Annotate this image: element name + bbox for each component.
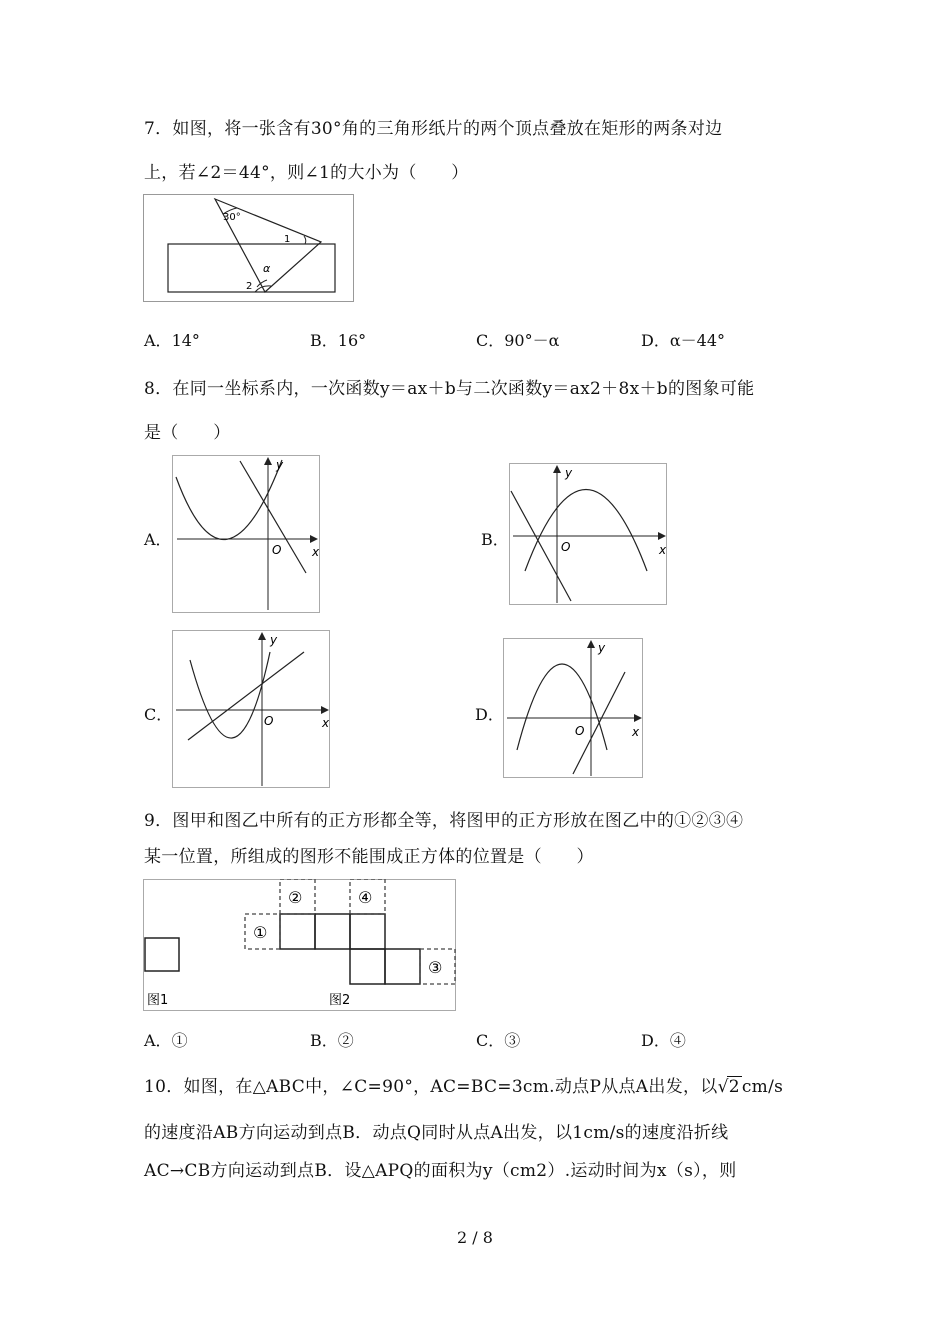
option-letter: B．: [481, 530, 509, 549]
q7-option-b[interactable]: [310, 328, 366, 351]
option-letter: A．: [144, 1031, 172, 1050]
q10-line2: 的速度沿AB方向运动到点B．动点Q同时从点A出发，以1cm/s的速度沿折线: [144, 1123, 729, 1143]
axis-x-label: x: [312, 545, 320, 559]
q8-graph-a: [172, 455, 320, 613]
q7-angle1-label: 1: [284, 234, 291, 245]
option-letter: D．: [641, 1031, 670, 1050]
option-text: ④: [669, 1031, 686, 1050]
q7-option-c[interactable]: [476, 328, 559, 351]
option-letter: B．: [310, 1031, 338, 1050]
axis-y-label: y: [598, 641, 606, 655]
q8-graph-d: [503, 638, 643, 778]
q9-option-c[interactable]: [476, 1028, 520, 1051]
position-4-label: ④: [358, 888, 373, 907]
axis-y-label: y: [270, 633, 278, 647]
option-text: ③: [504, 1031, 521, 1050]
option-letter: B．: [310, 331, 338, 350]
option-letter: D．: [475, 705, 504, 724]
q7-line2: 上，若∠2＝44°，则∠1的大小为（ ）: [144, 163, 469, 183]
q8-option-c[interactable]: [144, 702, 172, 725]
option-letter: C．: [144, 705, 173, 724]
q7-option-a[interactable]: [144, 328, 200, 351]
fig1-caption: 图1: [147, 993, 169, 1008]
option-text: α－44°: [669, 331, 726, 350]
option-letter: A．: [144, 331, 172, 350]
option-letter: A．: [144, 530, 172, 549]
q8-graph-b: [509, 463, 667, 605]
q8-line2: 是（ ）: [144, 423, 231, 443]
axis-x-label: x: [322, 716, 330, 730]
option-text: ①: [171, 1031, 188, 1050]
q8-option-d[interactable]: [475, 702, 504, 725]
fig2-caption: 图2: [329, 993, 351, 1008]
q7-figure: [143, 194, 354, 302]
sqrt-sign: √: [717, 1077, 729, 1097]
origin-label: O: [561, 540, 571, 554]
page-number: 2 / 8: [457, 1228, 493, 1247]
q9-option-b[interactable]: [310, 1028, 354, 1051]
q8-option-a[interactable]: [144, 527, 172, 550]
q10-line1: [144, 1072, 783, 1097]
q8-option-b[interactable]: [481, 527, 509, 550]
axis-y-label: y: [565, 466, 573, 480]
option-text: 90°－α: [504, 331, 560, 350]
axis-x-label: x: [632, 725, 640, 739]
option-letter: C．: [476, 331, 505, 350]
q8-graph-c: [172, 630, 330, 788]
q7-option-d[interactable]: [641, 328, 725, 351]
q9-option-d[interactable]: [641, 1028, 686, 1051]
axis-x-label: x: [659, 543, 667, 557]
option-letter: C．: [476, 1031, 505, 1050]
q10-line3: AC→CB方向运动到点B．设△APQ的面积为y（cm2）.运动时间为x（s），则: [144, 1161, 737, 1181]
option-text: 16°: [337, 331, 367, 350]
position-1-label: ①: [253, 923, 268, 942]
q10-line1-unit: cm/s: [741, 1077, 784, 1097]
sqrt-radicand: 2: [728, 1077, 740, 1097]
option-letter: D．: [641, 331, 670, 350]
origin-label: O: [272, 543, 282, 557]
position-2-label: ②: [288, 888, 303, 907]
q7-line1: 7．如图，将一张含有30°角的三角形纸片的两个顶点叠放在矩形的两条对边: [144, 119, 723, 139]
option-text: 14°: [171, 331, 200, 350]
origin-label: O: [575, 724, 585, 738]
option-text: ②: [337, 1031, 354, 1050]
axis-y-label: y: [276, 458, 284, 472]
q7-angle2-label: 2: [246, 281, 253, 292]
q9-option-a[interactable]: [144, 1028, 188, 1051]
q10-line1-text: 10．如图，在△ABC中，∠C=90°，AC=BC=3cm.动点P从点A出发，以: [144, 1077, 718, 1097]
origin-label: O: [264, 714, 274, 728]
q9-figure: [143, 879, 456, 1011]
q8-line1: 8．在同一坐标系内，一次函数y＝ax＋b与二次函数y＝ax2＋8x＋b的图象可能: [144, 379, 755, 399]
q7-angle30-label: 30°: [223, 212, 241, 223]
position-3-label: ③: [428, 958, 443, 977]
q9-line1: 9．图甲和图乙中所有的正方形都全等，将图甲的正方形放在图乙中的①②③④: [144, 811, 744, 831]
q7-alpha-label: α: [263, 262, 271, 275]
q9-line2: 某一位置，所组成的图形不能围成正方体的位置是（ ）: [144, 847, 594, 867]
